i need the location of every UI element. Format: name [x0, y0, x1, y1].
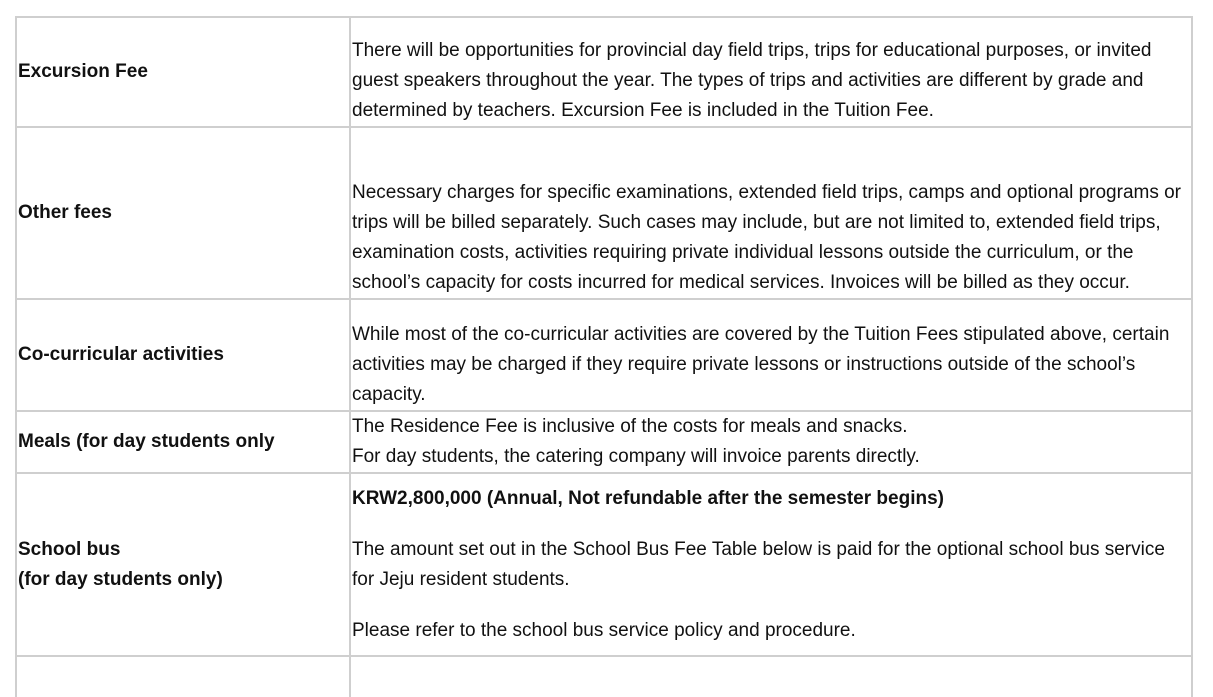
school-bus-label-line-2: (for day students only) — [18, 568, 223, 590]
school-bus-fee-amount: KRW2,800,000 (Annual, Not refundable after the semester begins) — [352, 487, 944, 509]
table-row-meals — [16, 411, 1192, 473]
row-label-school-bus — [16, 473, 350, 656]
table-row-excursion-fee — [16, 17, 1192, 127]
row-label-other-fees: Other fees — [16, 127, 350, 299]
school-bus-description: The amount set out in the School Bus Fee Table below is paid for the optional school bus service for Jeju resident students. — [352, 538, 1165, 590]
table-row-co-curricular — [16, 299, 1192, 411]
row-description-excursion-fee: There will be opportunities for provincial day field trips, trips for educational purposes, or invited guest speakers throughout the year. The types of trips and activities are different by grade and determined by teachers. Excursion Fee is included in the Tuition Fee. — [350, 17, 1192, 127]
table-row-school-bus — [16, 473, 1192, 656]
paragraph-gap — [352, 514, 1190, 535]
meals-line-day-students: For day students, the catering company will invoice parents directly. — [352, 446, 920, 467]
table-row-other-fees — [16, 127, 1192, 299]
meals-line-residence: The Residence Fee is inclusive of the costs for meals and snacks. — [352, 416, 908, 437]
fee-table — [15, 16, 1193, 697]
row-label-co-curricular: Co-curricular activities — [16, 299, 350, 411]
row-description-school-bus — [350, 473, 1192, 656]
row-description-empty — [350, 656, 1192, 697]
school-bus-label-line-1: School bus — [18, 538, 121, 560]
row-label-meals: Meals (for day students only — [16, 411, 350, 473]
row-description-meals — [350, 411, 1192, 473]
row-description-co-curricular: While most of the co-curricular activities are covered by the Tuition Fees stipulated above, certain activities may be charged if they require private lessons or instructions outside of the school’s capacity. — [350, 299, 1192, 411]
table-row-partial — [16, 656, 1192, 697]
row-description-other-fees: Necessary charges for specific examinations, extended field trips, camps and optional programs or trips will be billed separately. Such cases may include, but are not limited to, extended field trips, examination costs, activities requiring private individual lessons outside the curriculum, or the school’s capacity for costs incurred for medical services. Invoices will be billed as they occur. — [350, 127, 1192, 299]
row-label-empty — [16, 656, 350, 697]
paragraph-gap — [352, 595, 1190, 616]
school-bus-policy-note: Please refer to the school bus service policy and procedure. — [352, 619, 856, 641]
row-label-excursion-fee: Excursion Fee — [16, 17, 350, 127]
